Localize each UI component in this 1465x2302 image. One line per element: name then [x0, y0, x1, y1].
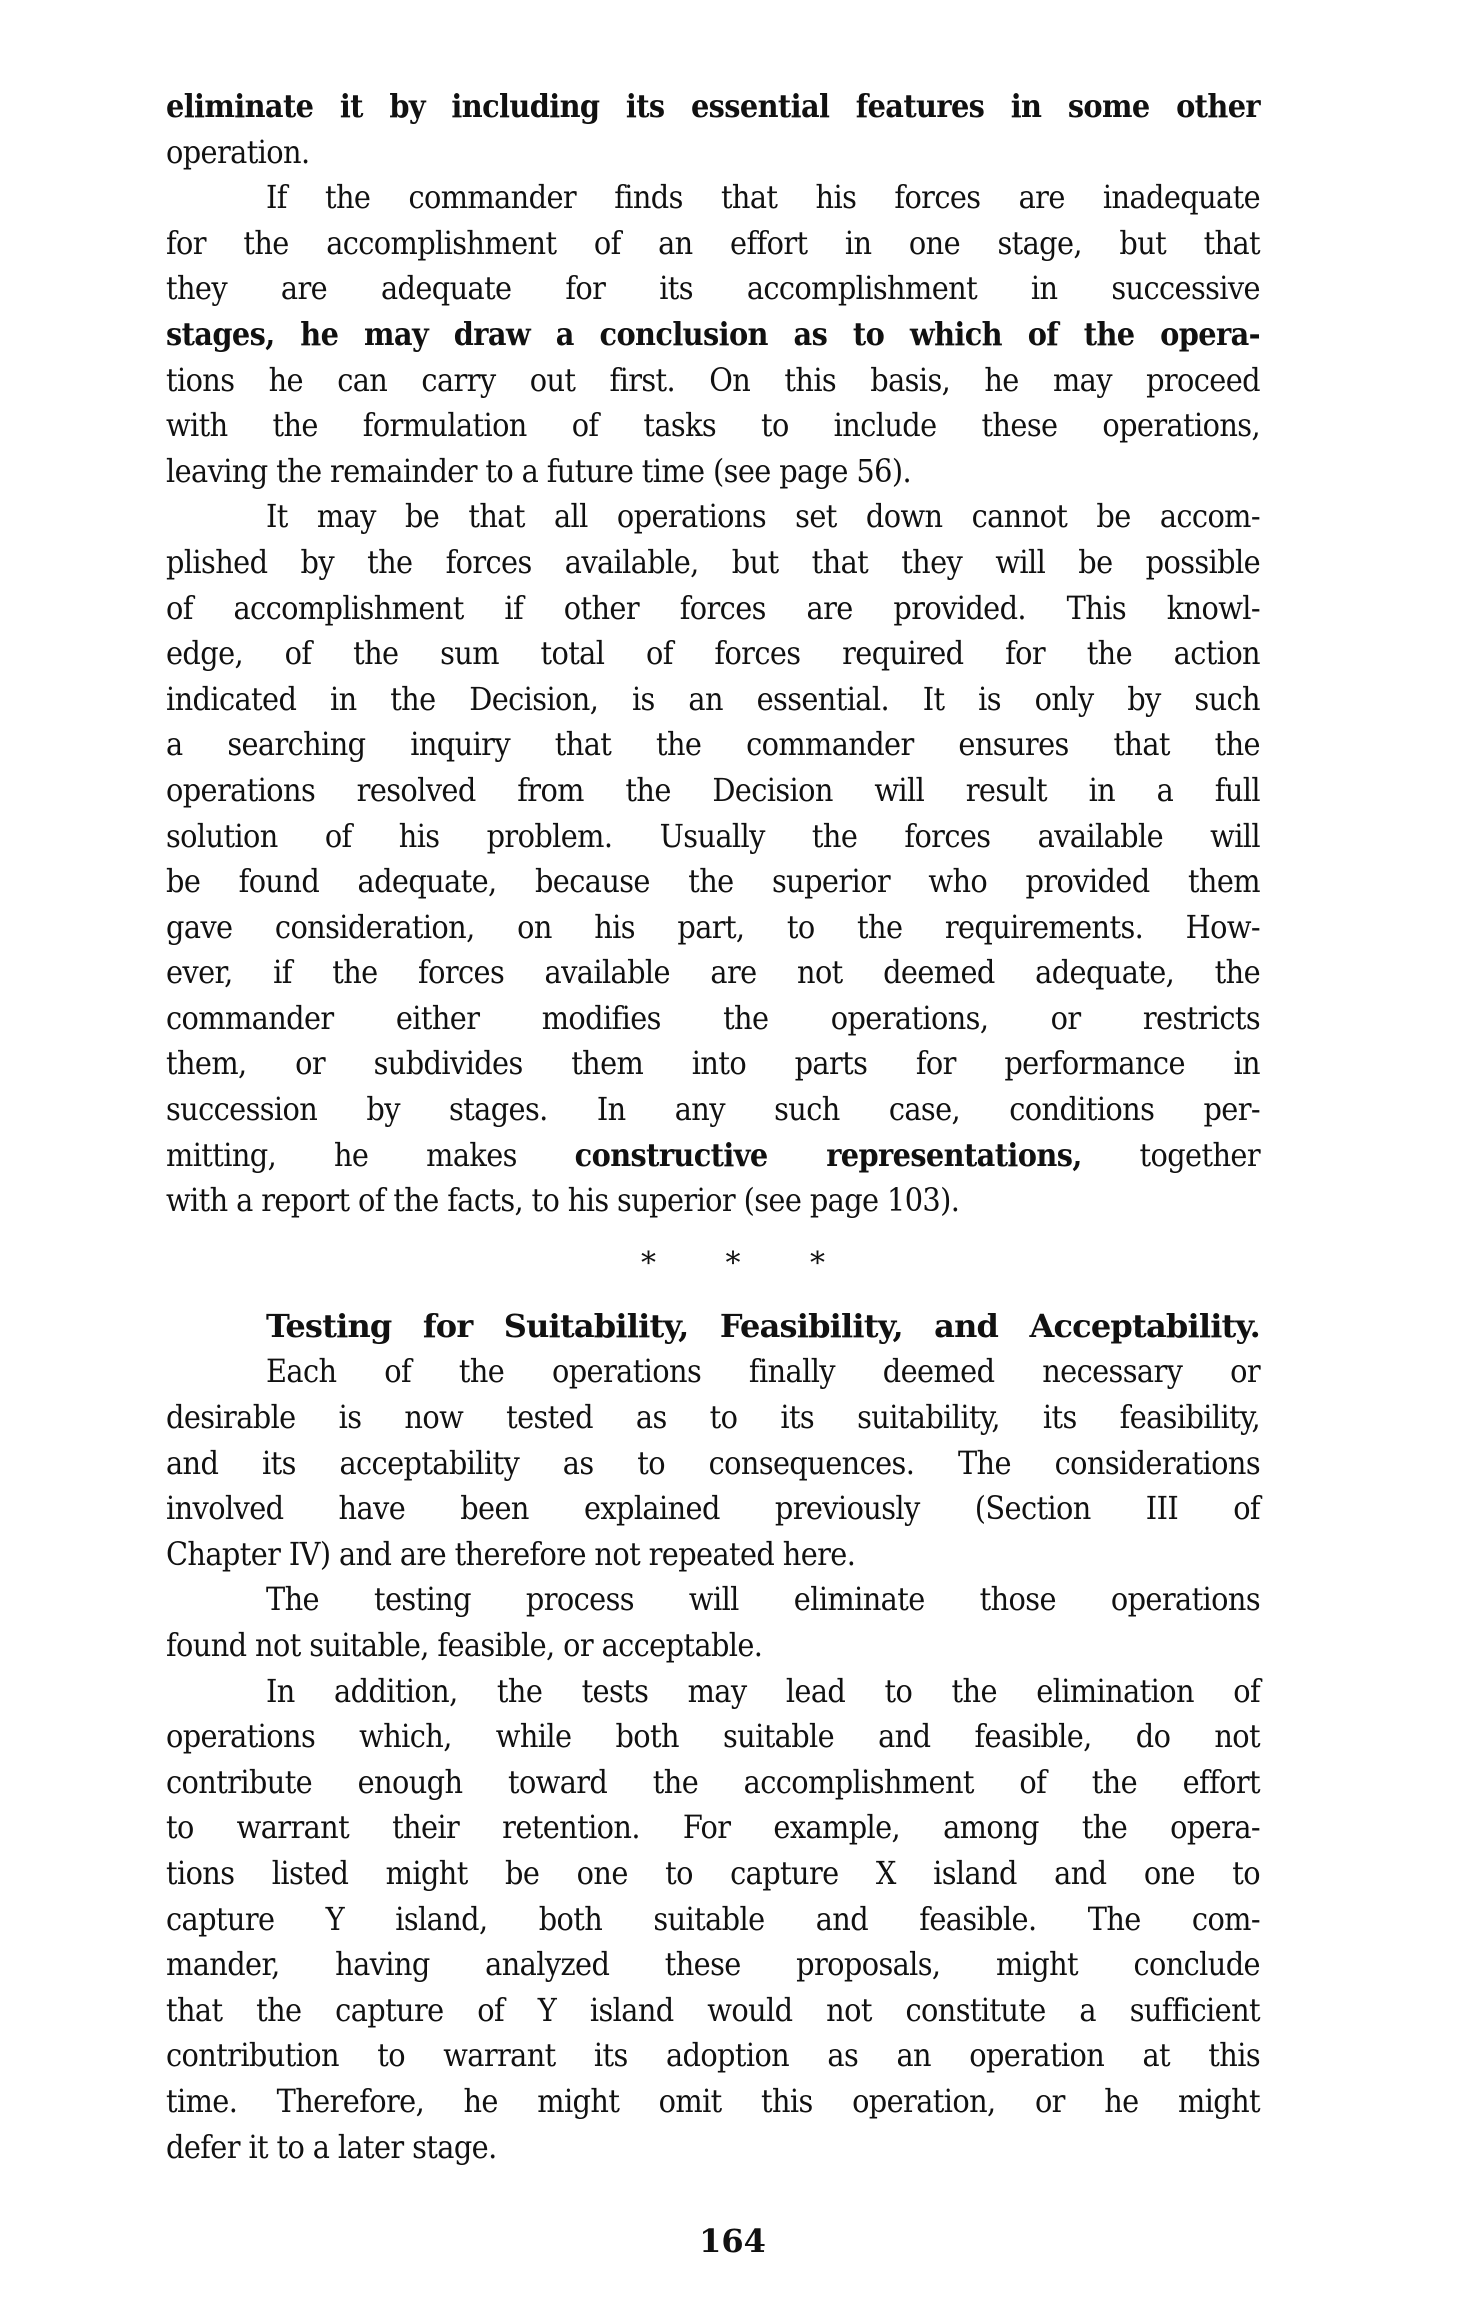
text-line	[166, 266, 1260, 312]
text-segment: succession by stages. In any such case, conditions per-	[166, 1090, 1260, 1129]
text-segment: with a report of the facts, to his superior (see page 103).	[166, 1181, 960, 1220]
text-line	[166, 358, 1260, 404]
text-line	[166, 494, 1260, 540]
section-heading: Testing for Suitability, Feasibility, and Acceptability.	[266, 1306, 1260, 1345]
text-line	[166, 2033, 1260, 2079]
text-segment: operations which, while both suitable and feasible, do not	[166, 1717, 1260, 1756]
bold-text: constructive representations,	[574, 1135, 1082, 1174]
text-line	[166, 1133, 1260, 1179]
text-line	[166, 130, 1260, 176]
text-line	[166, 814, 1260, 860]
text-segment: plished by the forces available, but that they will be possible	[166, 542, 1260, 581]
text-segment: gave consideration, on his part, to the requirements. How-	[166, 907, 1260, 946]
text-segment: be found adequate, because the superior who provided them	[166, 862, 1260, 901]
text-segment: leaving the remainder to a future time (see page 56).	[166, 451, 911, 490]
text-line	[166, 1532, 1260, 1578]
text-line	[166, 1988, 1260, 2034]
text-segment: mitting, he makes	[166, 1135, 575, 1174]
text-line	[166, 1942, 1260, 1988]
text-segment: found not suitable, feasible, or acceptable.	[166, 1626, 763, 1664]
text-line	[166, 1623, 1260, 1669]
text-line	[166, 905, 1260, 951]
text-line	[166, 175, 1260, 221]
text-line	[166, 1041, 1260, 1087]
text-line	[166, 1349, 1260, 1395]
text-line	[166, 221, 1260, 267]
text-segment: It may be that all operations set down cannot be accom-	[266, 497, 1260, 536]
text-segment: tions listed might be one to capture X island and one to	[166, 1853, 1260, 1892]
text-line	[166, 722, 1260, 768]
text-line	[166, 2079, 1260, 2125]
text-segment: capture Y island, both suitable and feasible. The com-	[166, 1899, 1260, 1938]
text-segment: operation.	[166, 132, 310, 171]
text-line	[166, 312, 1260, 358]
text-segment: that the capture of Y island would not constitute a sufficient	[166, 1990, 1260, 2029]
text-line	[166, 1805, 1260, 1851]
text-segment: of accomplishment if other forces are provided. This knowl-	[166, 588, 1260, 627]
text-line	[166, 1395, 1260, 1441]
text-segment: and its acceptability as to consequences. The considerations	[166, 1443, 1260, 1482]
text-segment: involved have been explained previously (Section III of	[166, 1489, 1260, 1528]
text-segment: Chapter IV) and are therefore not repeated here.	[166, 1534, 856, 1573]
text-line	[166, 1441, 1260, 1487]
paragraph-forces-adequacy	[166, 494, 1260, 1224]
text-segment: time. Therefore, he might omit this operation, or he might	[166, 2081, 1260, 2120]
text-line	[166, 996, 1260, 1042]
text-segment: indicated in the Decision, is an essential. It is only by such	[166, 679, 1260, 718]
text-segment: with the formulation of tasks to include these operations,	[166, 406, 1260, 445]
text-segment: contribute enough toward the accomplishment of the effort	[166, 1762, 1260, 1801]
text-line	[166, 1087, 1260, 1133]
text-line	[166, 1760, 1260, 1806]
text-line	[166, 1851, 1260, 1897]
text-segment: defer it to a later stage.	[166, 2127, 497, 2166]
paragraph-elimination-example	[166, 1669, 1260, 2171]
text-segment: commander either modifies the operations, or restricts	[166, 998, 1260, 1037]
text-segment: for the accomplishment of an effort in one stage, but that	[166, 223, 1260, 262]
text-line	[166, 586, 1260, 632]
text-segment: tions he can carry out first. On this basis, he may proceed	[166, 360, 1260, 399]
section-break: * * *	[640, 1245, 826, 1281]
text-line	[166, 1669, 1260, 1715]
text-segment: If the commander finds that his forces are inadequate	[266, 178, 1260, 217]
text-segment: together	[1081, 1135, 1260, 1174]
text-segment: they are adequate for its accomplishment in successive	[166, 269, 1260, 308]
page-body	[166, 84, 1260, 2170]
text-line	[166, 1486, 1260, 1532]
text-line	[166, 1714, 1260, 1760]
text-segment: them, or subdivides them into parts for performance in	[166, 1044, 1260, 1083]
text-segment: The testing process will eliminate those operations	[266, 1580, 1260, 1619]
text-line	[166, 540, 1260, 586]
text-segment: edge, of the sum total of forces required for the action	[166, 634, 1260, 673]
text-segment: operations resolved from the Decision will result in a full	[166, 770, 1260, 809]
text-segment: a searching inquiry that the commander ensures that the	[166, 725, 1260, 764]
text-line	[166, 403, 1260, 449]
text-segment: solution of his problem. Usually the forces available will	[166, 816, 1260, 855]
text-line	[166, 631, 1260, 677]
text-line	[166, 84, 1260, 130]
text-segment: Each of the operations finally deemed necessary or	[266, 1352, 1260, 1391]
text-segment: to warrant their retention. For example, among the opera-	[166, 1808, 1260, 1847]
bold-text: stages, he may draw a conclusion as to which of the opera-	[166, 314, 1260, 353]
text-line	[166, 677, 1260, 723]
paragraph-testing-process	[166, 1577, 1260, 1668]
text-segment: contribution to warrant its adoption as an operation at this	[166, 2036, 1260, 2075]
text-segment: mander, having analyzed these proposals, might conclude	[166, 1945, 1260, 1984]
text-line	[166, 2125, 1260, 2171]
paragraph-continued	[166, 84, 1260, 175]
text-segment: desirable is now tested as to its suitability, its feasibility,	[166, 1398, 1260, 1437]
text-segment: ever, if the forces available are not deemed adequate, the	[166, 953, 1260, 992]
text-line	[166, 1178, 1260, 1224]
text-line	[166, 950, 1260, 996]
text-line	[166, 768, 1260, 814]
paragraph-staged-operations	[166, 175, 1260, 494]
text-line	[166, 1577, 1260, 1623]
bold-text: eliminate it by including its essential features in some other	[166, 87, 1260, 125]
page-number: 164	[699, 2222, 766, 2260]
paragraph-testing-each-operation	[166, 1349, 1260, 1577]
text-segment: In addition, the tests may lead to the elimination of	[266, 1671, 1260, 1710]
text-line	[166, 859, 1260, 905]
text-line	[166, 1897, 1260, 1943]
text-line	[166, 449, 1260, 495]
